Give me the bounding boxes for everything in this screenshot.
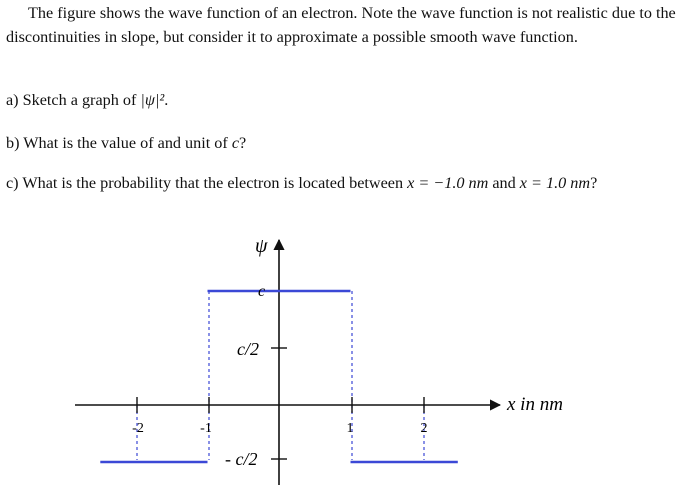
question-c-mid: and <box>488 174 520 192</box>
question-a-label: a) Sketch a graph of <box>6 91 141 109</box>
level-c-half-label: c/2 <box>237 339 259 359</box>
question-c-eq2: x = 1.0 nm <box>519 174 591 192</box>
question-b-text: b) What is the value of and unit of <box>6 134 232 152</box>
question-a-end: . <box>164 91 169 109</box>
x-tick-label-neg1: -1 <box>200 421 212 436</box>
guide-lines <box>137 291 424 460</box>
question-b-end: ? <box>239 134 247 152</box>
question-a-expression: |ψ|² <box>140 91 165 109</box>
y-axis-label: ψ <box>255 235 268 257</box>
intro-paragraph: The figure shows the wave function of an electron. Note the wave function is not realistic due to the discontinuities in slope, but consider it to approximate a possible smooth wave function. <box>6 4 676 46</box>
question-c-end: ? <box>590 174 598 192</box>
question-c-eq1: x = −1.0 nm <box>407 174 489 192</box>
question-c-text: c) What is the probability that the electron is located between <box>6 174 408 192</box>
question-b-variable: c <box>231 134 240 152</box>
x-tick-label-pos1: 1 <box>346 421 354 436</box>
level-c-label: c <box>258 283 266 300</box>
level-neg-c-half-label: - c/2 <box>225 449 258 469</box>
x-axis-label: x in nm <box>507 394 563 415</box>
x-tick-label-pos2: 2 <box>420 421 428 436</box>
x-tick-label-neg2: -2 <box>132 421 144 436</box>
x-tick-labels <box>132 421 427 436</box>
